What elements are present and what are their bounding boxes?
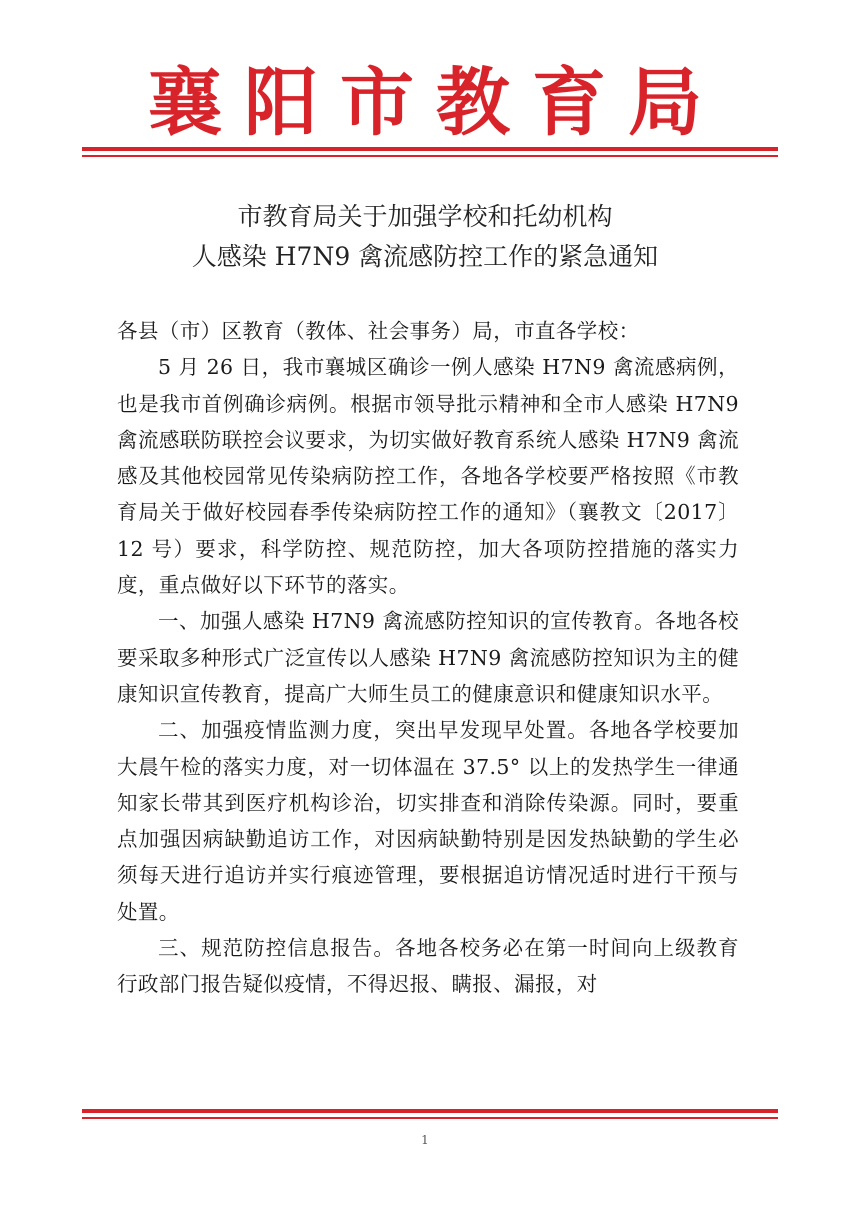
document-title-line1: 市教育局关于加强学校和托幼机构 [237,202,613,231]
footer-rule-thin [82,1117,778,1119]
footer-rule-thick [82,1109,778,1113]
paragraph-section-1: 一、加强人感染 H7N9 禽流感防控知识的宣传教育。各地各校要采取多种形式广泛宣传以人感染 H7N9 禽流感防控知识为主的健康知识宣传教育，提高广大师生员工的健康意识和健康知识水平。 [117,609,739,706]
header-rule-thick [82,147,778,151]
paragraph-intro: 5 月 26 日，我市襄城区确诊一例人感染 H7N9 禽流感病例，也是我市首例确诊病例。根据市领导批示精神和全市人感染 H7N9 禽流感联防联控会议要求，为切实做好教育系统人感染 H7N9 禽流感及其他校园常见传染病防控工作，各地各学校要严格按照《市教育局关于做好校园春季传染病防控工作的通知》（襄教文〔2017〕12 号）要求，科学防控、规范防控，加大各项防控措施的落实力度，重点做好以下环节的落实。 [117,355,739,598]
salutation: 各县（市）区教育（教体、社会事务）局，市直各学校： [117,319,640,343]
page-number: 1 [421,1133,429,1147]
org-masthead: 襄阳市教育局 [148,60,724,146]
document-body [117,313,739,1003]
document-title-line2: 人感染 H7N9 禽流感防控工作的紧急通知 [191,242,659,271]
header-rule-thin [82,155,778,157]
paragraph-section-3: 三、规范防控信息报告。各地各校务必在第一时间向上级教育行政部门报告疑似疫情，不得迟报、瞒报、漏报，对 [117,936,739,997]
paragraph-section-2: 二、加强疫情监测力度，突出早发现早处置。各地各学校要加大晨午检的落实力度，对一切体温在 37.5° 以上的发热学生一律通知家长带其到医疗机构诊治，切实排查和消除传染源。同时，要重点加强因病缺勤追访工作，对因病缺勤特别是因发热缺勤的学生必须每天进行追访并实行痕迹管理，要根据追访情况适时进行干预与处置。 [117,718,739,924]
